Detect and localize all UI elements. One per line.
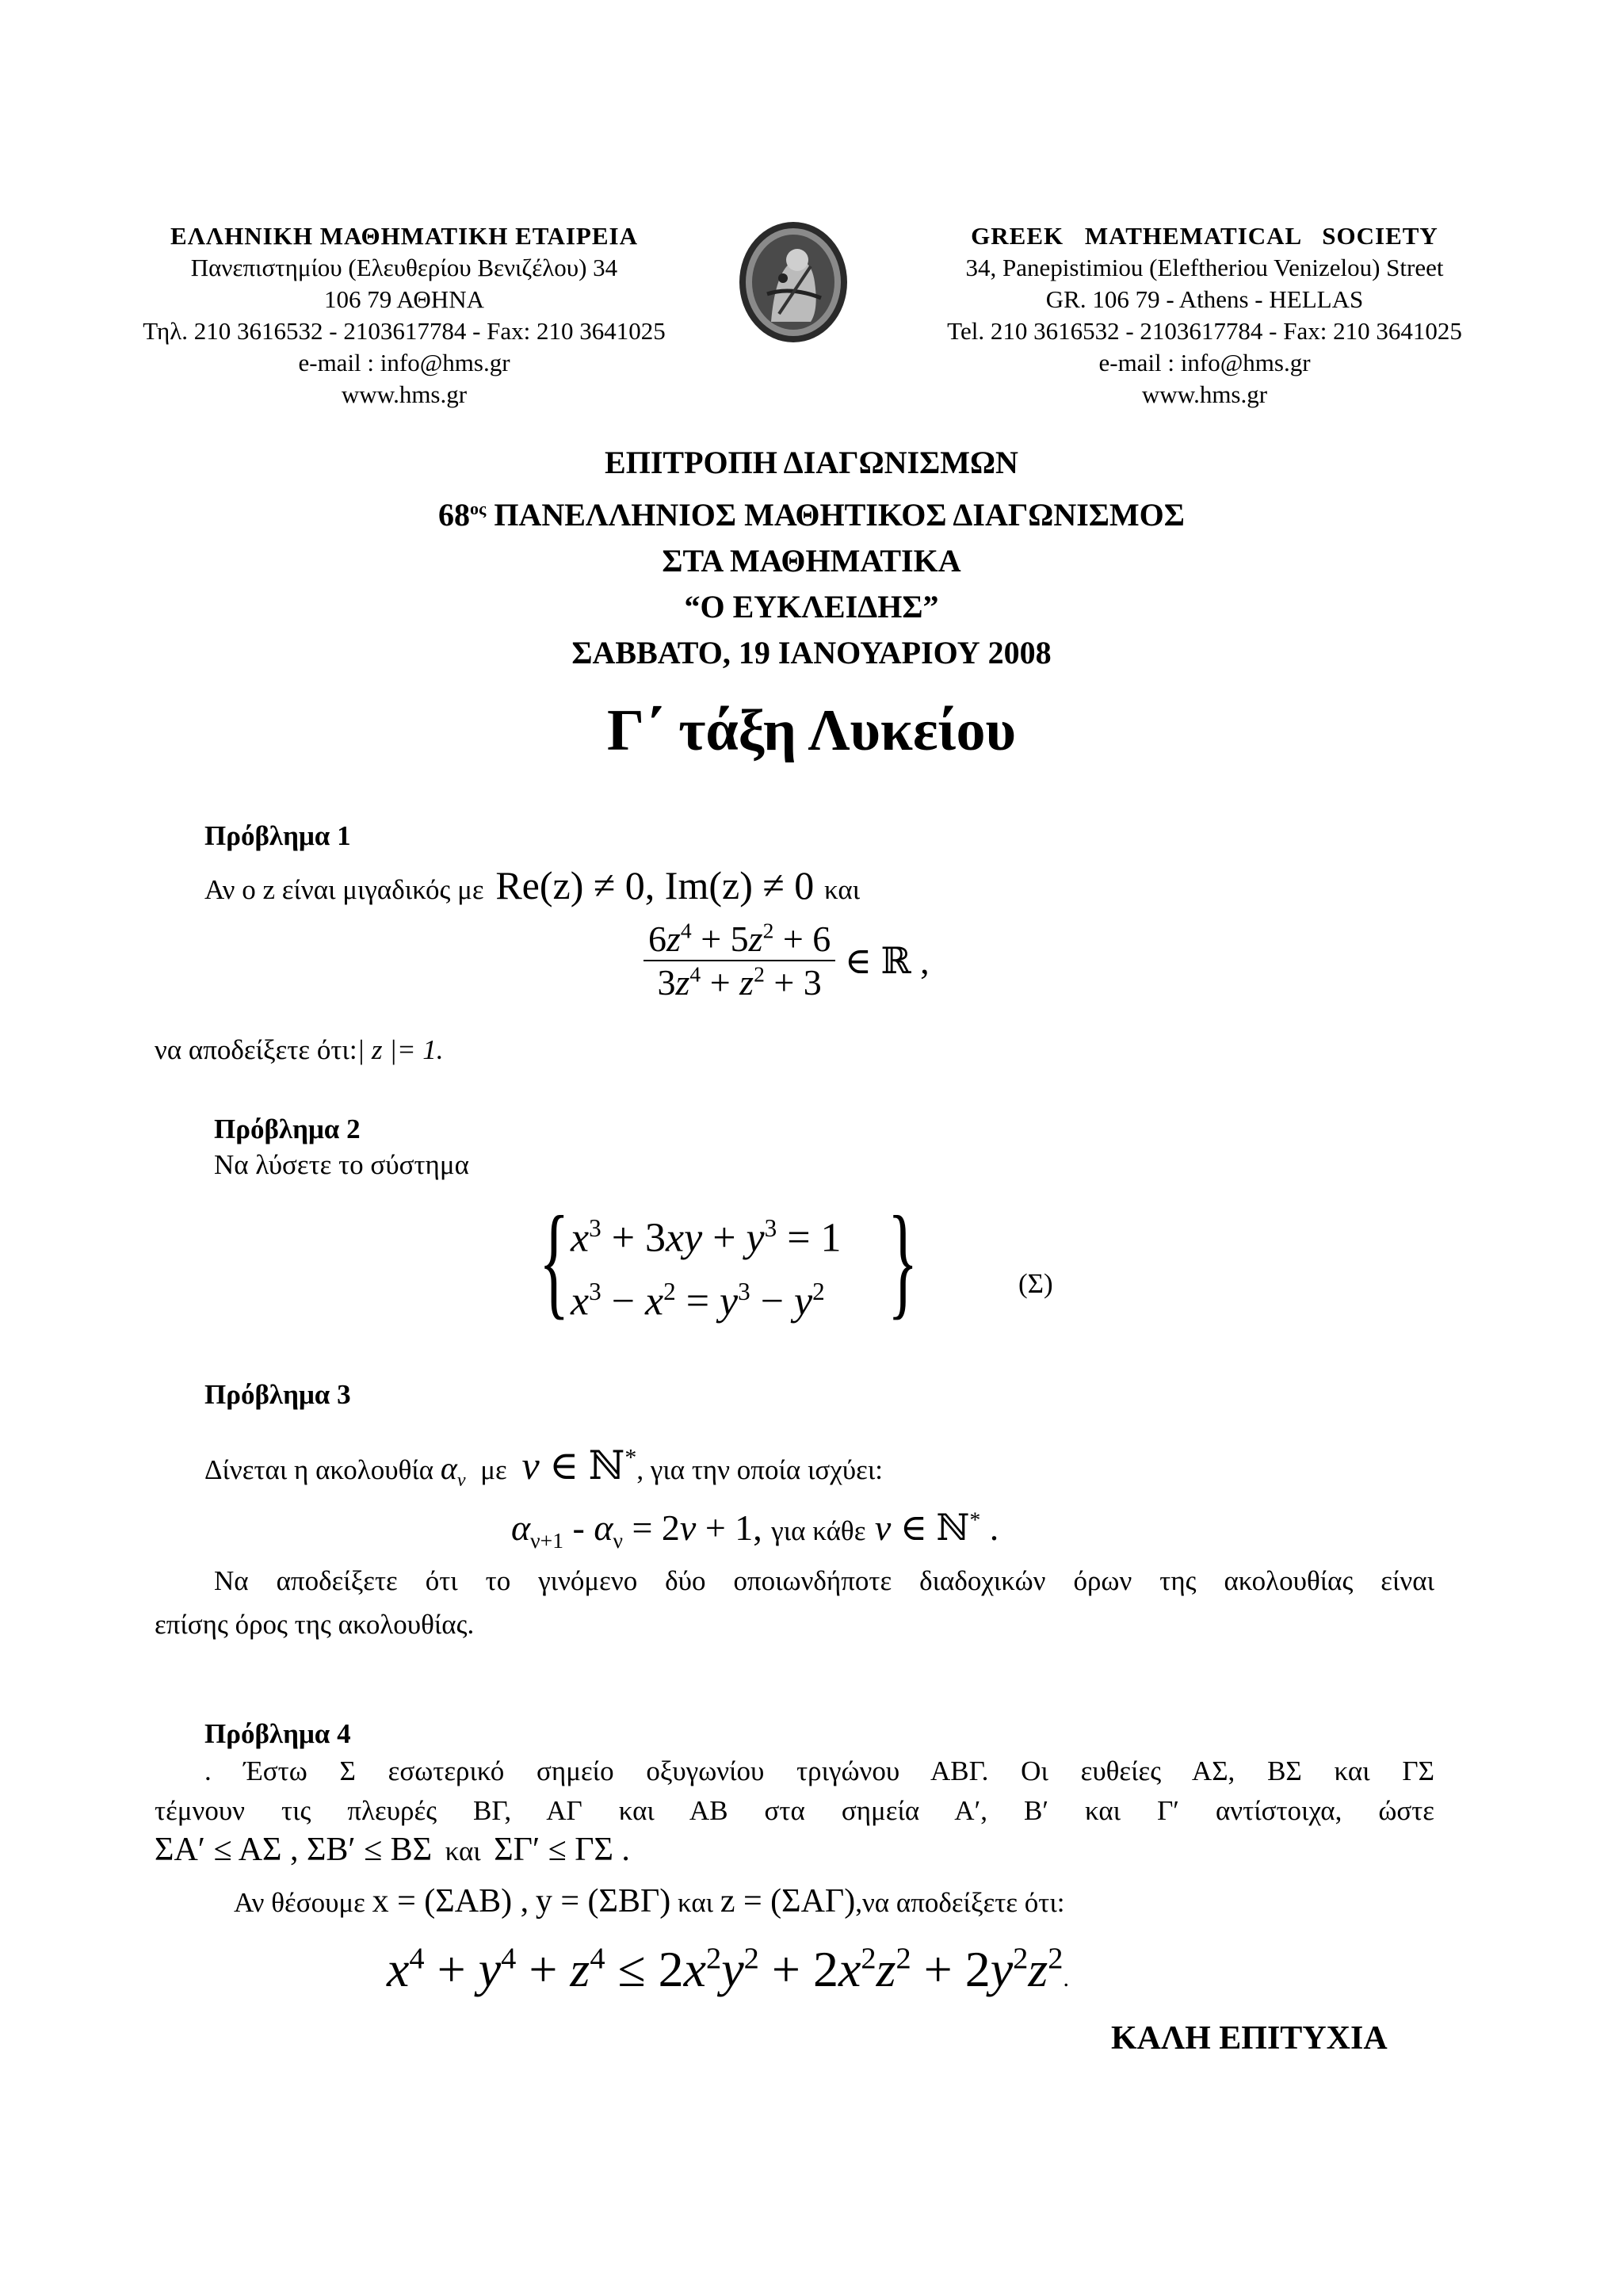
email-english: e-mail : info@hms.gr [1098,349,1311,376]
problem1-intro: Αν ο z είναι μιγαδικός με Re(z) ≠ 0, Im(z) ≠ 0 και [204,863,861,907]
city-english: GR. 106 79 - Athens - HELLAS [1045,285,1364,313]
problem4-main-inequality: $x^4 + y^4 + z^4 \le 2x^2y^2 + 2x^2z^2 + 2y^2z^2$. [387,1941,1069,1997]
org-name-english: GREEK MATHEMATICAL SOCIETY [971,222,1438,250]
problem1-conclusion: να αποδείξετε ότι:| z |= 1. [155,1034,444,1065]
class-title: Γ΄ τάξη Λυκείου [607,698,1016,763]
title-line-4: “Ο ΕΥΚΛΕΙΔΗΣ” [684,589,939,625]
problem2-heading: Πρόβλημα 2 [214,1114,361,1144]
address-english: 34, Panepistimiou (Εleftheriou Venizelou) Street [965,254,1444,281]
problem1-condition: Re(z) ≠ 0, Im(z) ≠ 0 [495,863,815,907]
header-left [119,220,689,411]
problem4-heading: Πρόβλημα 4 [204,1718,351,1749]
problem3-recurrence: $\alpha_{\nu+1} - \alpha_\nu = 2\nu + 1$, για κάθε ν ∈ ℕ* . [511,1507,999,1553]
phone-english: Tel. 210 3616532 - 2103617784 - Fax: 210 3641025 [947,317,1462,345]
org-name-greek: ΕΛΛΗΝΙΚΗ ΜΑΘΗΜΑΤΙΚΗ ΕΤΑΙΡΕΙΑ [170,222,638,250]
problem4-inequalities: ΣΑ′ ≤ ΑΣ , ΣΒ′ ≤ ΒΣ και ΣΓ′ ≤ ΓΣ . [155,1832,630,1868]
header-right [903,220,1506,411]
title-line-3: ΣΤΑ ΜΑΘΗΜΑΤΙΚΑ [662,543,961,579]
problem3-text: Να αποδείξετε ότι το γινόμενο δύο οποιωνδήποτε διαδοχικών όρων της ακολουθίας είναι [214,1565,1434,1596]
email-greek: e-mail : info@hms.gr [298,349,510,376]
coin-seal-icon [735,219,851,346]
title-date: ΣΑΒΒΑΤΟ, 19 ΙΑΝΟΥΑΡΙΟΥ 2008 [571,635,1052,670]
problem3-text-2: επίσης όρος της ακολουθίας. [155,1609,475,1640]
problem3-heading: Πρόβλημα 3 [204,1379,351,1410]
problem4-line-2: τέμνουν τις πλευρές ΒΓ, ΑΓ και ΑΒ στα σημεία Α′, Β′ και Γ′ αντίστοιχα, ώστε [155,1795,1434,1826]
problem4-line-1: . Έστω Σ εσωτερικό σημείο οξυγωνίου τριγώνου ΑΒΓ. Οι ευθείες ΑΣ, ΒΣ και ΓΣ [204,1755,1434,1786]
closing-text: ΚΑΛΗ ΕΠΙΤΥΧΙΑ [1111,2020,1388,2057]
city-greek: 106 79 ΑΘΗΝΑ [324,285,484,313]
problem2-label: (Σ) [1018,1268,1053,1299]
web-greek: www.hms.gr [341,380,468,408]
title-line-1: ΕΠΙΤΡΟΠΗ ΔΙΑΓΩΝΙΣΜΩΝ [605,445,1018,480]
problem4-definitions: Αν θέσουμε x = (ΣΑΒ) , y = (ΣΒΓ) και z = (ΣΑΓ),να αποδείξετε ότι: [234,1883,1065,1920]
problem1-fraction: $\frac{6z^4 + 5z^2 + 6}{3z^4 + z^2 + 3}$ ∈ ℝ , [643,918,930,1003]
competition-title [0,440,1623,676]
problem3-intro: Δίνεται η ακολουθία $\alpha_\nu$ με ν ∈ ℕ*, για την οποία ισχύει: [204,1443,883,1491]
problem1-heading: Πρόβλημα 1 [204,820,351,851]
problem2-intro: Να λύσετε το σύστημα [214,1149,469,1180]
address-greek: Πανεπιστημίου (Ελευθερίου Βενιζέλου) 34 [190,254,618,281]
title-line-2: $68^{o\varsigma}$ ΠΑΝΕΛΛΗΝΙΟΣ ΜΑΘΗΤΙΚΟΣ ΔΙΑΓΩΝΙΣΜΟΣ [438,497,1185,533]
phone-greek: Τηλ. 210 3616532 - 2103617784 - Fax: 210 3641025 [143,317,666,345]
web-english: www.hms.gr [1141,380,1268,408]
